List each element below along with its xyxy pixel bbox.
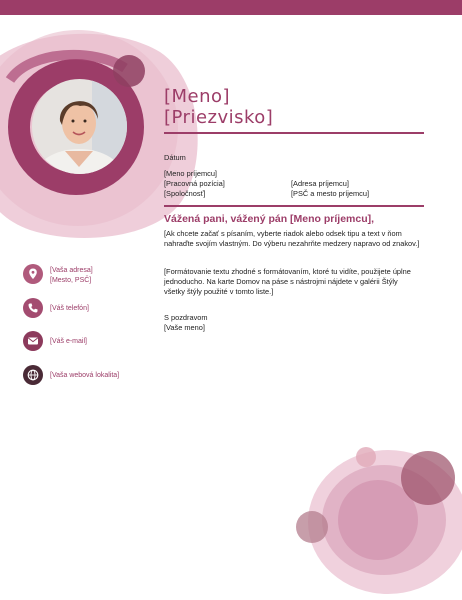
location-pin-icon: [23, 264, 43, 284]
letter-signature[interactable]: [Vaše meno]: [164, 323, 205, 332]
contact-email[interactable]: [Váš e-mail]: [50, 338, 87, 345]
contact-website[interactable]: [Vaša webová lokalita]: [50, 372, 120, 379]
letter-closing[interactable]: S pozdravom: [164, 313, 208, 322]
last-name[interactable]: [Priezvisko]: [164, 107, 274, 128]
letter-paragraph-1[interactable]: [Ak chcete začať s písaním, vyberte riadok alebo odsek tipu a text v ňom nahraďte svojím vlastným. Do výberu nezahrňte medzery napravo od znakov.]: [164, 229, 420, 248]
phone-icon: [23, 298, 43, 318]
first-name[interactable]: [Meno]: [164, 86, 231, 107]
letter-greeting[interactable]: Vážená pani, vážený pán [Meno príjemcu],: [164, 213, 375, 225]
globe-icon: [23, 365, 43, 385]
recipient-address[interactable]: [Adresa príjemcu]: [291, 179, 349, 188]
recipient-city[interactable]: [PSČ a mesto príjemcu]: [291, 189, 370, 198]
letter-paragraph-2[interactable]: [Formátovanie textu zhodné s formátovaním, ktoré tu vidíte, použijete úplne jednoducho. Na karte Domov na páse s nástrojmi nájdete v galérii Štýly všetky štýly použité v tomto liste.]: [164, 267, 411, 296]
contact-city[interactable]: [Mesto, PSČ]: [50, 276, 92, 284]
recipient-position[interactable]: [Pracovná pozícia]: [164, 179, 225, 188]
recipient-company[interactable]: [Spoločnosť]: [164, 189, 206, 198]
contact-address[interactable]: [Vaša adresa]: [50, 267, 93, 274]
profile-photo: [32, 79, 127, 174]
recipient-name[interactable]: [Meno príjemcu]: [164, 169, 217, 178]
header-divider: [164, 132, 424, 134]
letter-date[interactable]: Dátum: [164, 153, 186, 162]
email-icon: [23, 331, 43, 351]
meta-divider: [164, 205, 424, 207]
contact-phone[interactable]: [Váš telefón]: [50, 305, 89, 312]
